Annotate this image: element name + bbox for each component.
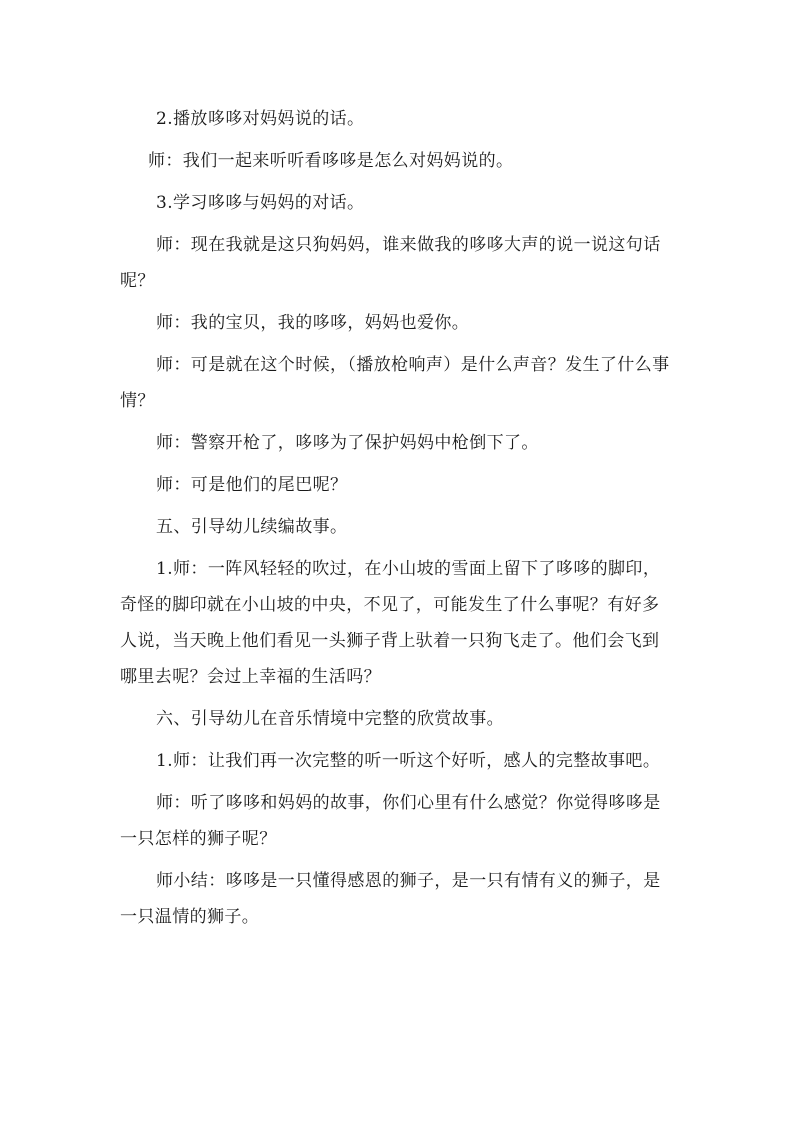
paragraph-step-3: 3.学习哆哆与妈妈的对话。	[156, 193, 365, 213]
document-body	[120, 101, 675, 935]
paragraph-teacher-police: 师：警察开枪了，哆哆为了保护妈妈中枪倒下了。	[156, 433, 539, 453]
paragraph-story-continuation: 1.师：一阵风轻轻的吹过，在小山坡的雪面上留下了哆哆的脚印，奇怪的脚印就在小山坡的中央，不见了，可能发生了什么事呢？有好多人说，当天晚上他们看见一头狮子背上驮着一只狗飞走了。他们会飞到哪里去呢？会过上幸福的生活吗？	[120, 559, 661, 687]
paragraph-teacher-feelings: 师：听了哆哆和妈妈的故事，你们心里有什么感觉？你觉得哆哆是一只怎样的狮子呢？	[120, 793, 661, 849]
section-heading-6: 六、引导幼儿在音乐情境中完整的欣赏故事。	[156, 709, 504, 729]
paragraph-teacher-dog-mother: 师：现在我就是这只狗妈妈，谁来做我的哆哆大声的说一说这句话呢？	[120, 235, 661, 291]
paragraph-listen-again: 1.师：让我们再一次完整的听一听这个好听，感人的完整故事吧。	[156, 751, 661, 771]
paragraph-step-2: 2.播放哆哆对妈妈说的话。	[156, 109, 365, 129]
paragraph-teacher-listen: 师：我们一起来听听看哆哆是怎么对妈妈说的。	[148, 151, 514, 171]
section-heading-5: 五、引导幼儿续编故事。	[156, 517, 348, 537]
paragraph-teacher-gunshot: 师：可是就在这个时候，（播放枪响声）是什么声音？发生了什么事情？	[120, 355, 670, 411]
paragraph-teacher-baby: 师：我的宝贝，我的哆哆，妈妈也爱你。	[156, 313, 470, 333]
paragraph-teacher-tails: 师：可是他们的尾巴呢？	[156, 475, 348, 495]
paragraph-teacher-summary: 师小结：哆哆是一只懂得感恩的狮子，是一只有情有义的狮子，是一只温情的狮子。	[120, 871, 661, 927]
